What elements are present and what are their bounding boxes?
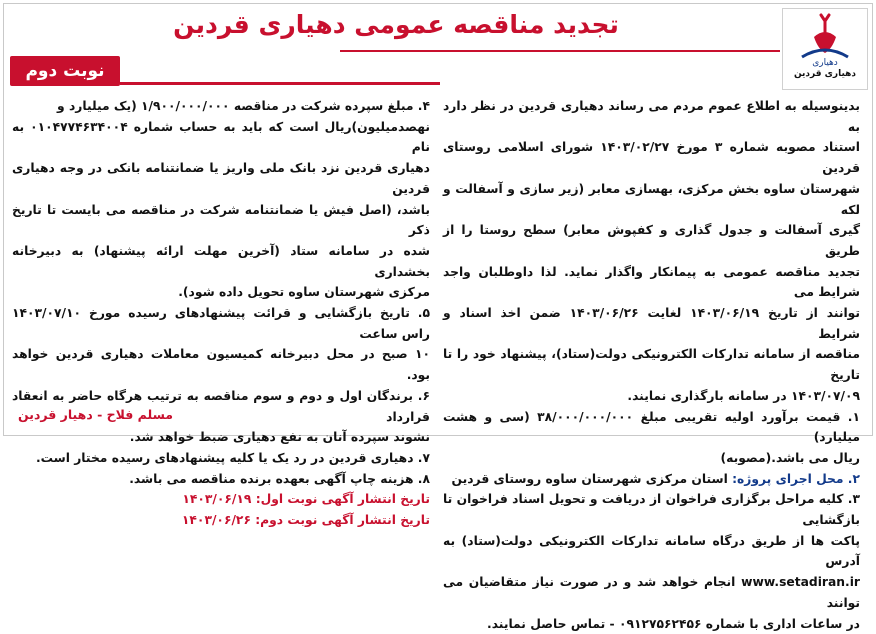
intro-line: تجدید مناقصه عمومی به پیمانکار واگذار نماید. لذا داوطلبان واجد شرایط می bbox=[443, 264, 860, 300]
item-1-line: ۱. قیمت برآورد اولیه تقریبی مبلغ ۳۸/۰۰۰/۰۰۰/۰۰۰ (سی و هشت میلیارد) bbox=[443, 409, 860, 445]
item-7: ۷. دهیاری قردین در رد یک یا کلیه پیشنهادهای رسیده مختار است. bbox=[35, 450, 430, 465]
publish-first-date: ۱۴۰۳/۰۶/۱۹ bbox=[182, 492, 256, 507]
intro-line: شهرستان ساوه بخش مرکزی، بهسازی معابر (زیر سازی و آسفالت و لکه bbox=[443, 181, 860, 217]
item-4-line: باشد، (اصل فیش یا ضمانتنامه شرکت در مناقصه می بایست تا تاریخ ذکر bbox=[12, 202, 430, 238]
intro-line: بدینوسیله به اطلاع عموم مردم می رساند دهیاری قردین در نظر دارد به bbox=[443, 99, 860, 134]
item-4-line: مرکزی شهرستان ساوه تحویل داده شود). bbox=[178, 285, 430, 300]
item-4-line: دهیاری قردین نزد بانک ملی واریز یا ضمانتنامه بانکی در وجه دهیاری قردین bbox=[12, 161, 430, 196]
intro-line: گیری آسفالت و جدول گذاری و کفپوش معابر) سطح روستا را از طریق bbox=[443, 223, 860, 258]
intro-line: استناد مصوبه شماره ۳ مورخ ۱۴۰۳/۰۲/۲۷ شورای اسلامی روستای قردین bbox=[443, 140, 860, 176]
item-4-line: ۴. مبلغ سپرده شرکت در مناقصه ۱/۹۰۰/۰۰۰/۰۰۰ (یک میلیارد و bbox=[57, 99, 430, 113]
publish-first-label: تاریخ انتشار آگهی نوبت اول: bbox=[255, 492, 430, 507]
intro-line: مناقصه از سامانه تدارکات الکترونیکی دولت(ستاد)، پیشنهاد خود را تا تاریخ bbox=[443, 347, 860, 383]
item-3-url-line bbox=[443, 572, 860, 613]
publish-second-label: تاریخ انتشار آگهی نوبت دوم: bbox=[255, 513, 430, 528]
item-5-line: ۵. تاریخ بازگشایی و قرائت پیشنهادهای رسیده مورخ ۱۴۰۳/۰۷/۱۰ راس ساعت bbox=[12, 306, 430, 341]
left-column bbox=[12, 96, 431, 528]
item-4-line: نهصدمیلیون)ریال است که باید به حساب شماره ۰۱۰۴۷۷۴۶۳۴۰۰۴ به نام bbox=[12, 119, 431, 155]
item-3-line: ۳. کلیه مراحل برگزاری فراخوان از دریافت و تحویل اسناد فراخوان تا بازگشایی bbox=[443, 492, 860, 528]
intro-line: ۱۴۰۳/۰۷/۰۹ در سامانه بارگذاری نمایند. bbox=[627, 388, 860, 403]
item-3-line: در ساعات اداری با شماره ۰۹۱۲۷۵۶۲۴۵۶ - تماس حاصل نمایند. bbox=[487, 616, 860, 631]
item-3-after-url: انجام خواهد شد و در صورت نیاز متقاضیان می توانند bbox=[443, 575, 860, 610]
item-3-line: پاکت ها از طریق درگاه سامانه تدارکات الکترونیکی دولت(ستاد) به آدرس bbox=[443, 533, 860, 569]
publish-date-first bbox=[12, 489, 430, 510]
title-divider bbox=[340, 50, 780, 52]
item-6-line: نشوند سپرده آنان به نفع دهیاری ضبط خواهد شد. bbox=[129, 430, 430, 445]
right-column bbox=[443, 96, 860, 631]
notice-title: تجدید مناقصه عمومی دهیاری قردین bbox=[173, 10, 619, 39]
dehyari-logo bbox=[782, 8, 868, 90]
item-4-line: شده در سامانه ستاد (آخرین مهلت ارائه پیشنهاد) به دبیرخانه بخشداری bbox=[12, 243, 430, 279]
publish-date-second bbox=[12, 510, 430, 531]
item-2-label: ۲. محل اجرای پروژه: bbox=[732, 471, 860, 486]
badge-divider bbox=[120, 82, 440, 85]
item-5-line: ۱۰ صبح در محل دبیرخانه کمیسیون معاملات دهیاری قردین خواهد بود. bbox=[12, 347, 430, 383]
logo-caption: دهیاری قردین bbox=[793, 69, 857, 79]
item-8: ۸. هزینه چاپ آگهی بعهده برنده مناقصه می باشد. bbox=[129, 471, 430, 486]
intro-line: توانند از تاریخ ۱۴۰۳/۰۶/۱۹ لغایت ۱۴۰۳/۰۶/۲۶ ضمن اخذ اسناد و شرایط bbox=[443, 306, 860, 341]
item-2-value: استان مرکزی شهرستان ساوه روستای قردین bbox=[451, 471, 733, 486]
notice-body bbox=[8, 96, 868, 631]
deer-emblem-icon bbox=[794, 13, 856, 67]
item-6-line: ۶. برندگان اول و دوم و سوم مناقصه به ترتیب هرگاه حاضر به انعقاد قرارداد bbox=[12, 388, 430, 424]
notice-header bbox=[0, 0, 876, 94]
setad-url-link[interactable]: www.setadiran.ir bbox=[741, 575, 860, 590]
item-2 bbox=[443, 469, 860, 490]
logo-script: دهیاری bbox=[812, 58, 838, 68]
item-1-line: ریال می باشد.(مصوبه) bbox=[720, 450, 860, 465]
publish-second-date: ۱۴۰۳/۰۶/۲۶ bbox=[181, 513, 256, 528]
round-badge: نوبت دوم bbox=[10, 56, 120, 86]
signature: مسلم فلاح - دهیار قردین bbox=[18, 407, 174, 423]
